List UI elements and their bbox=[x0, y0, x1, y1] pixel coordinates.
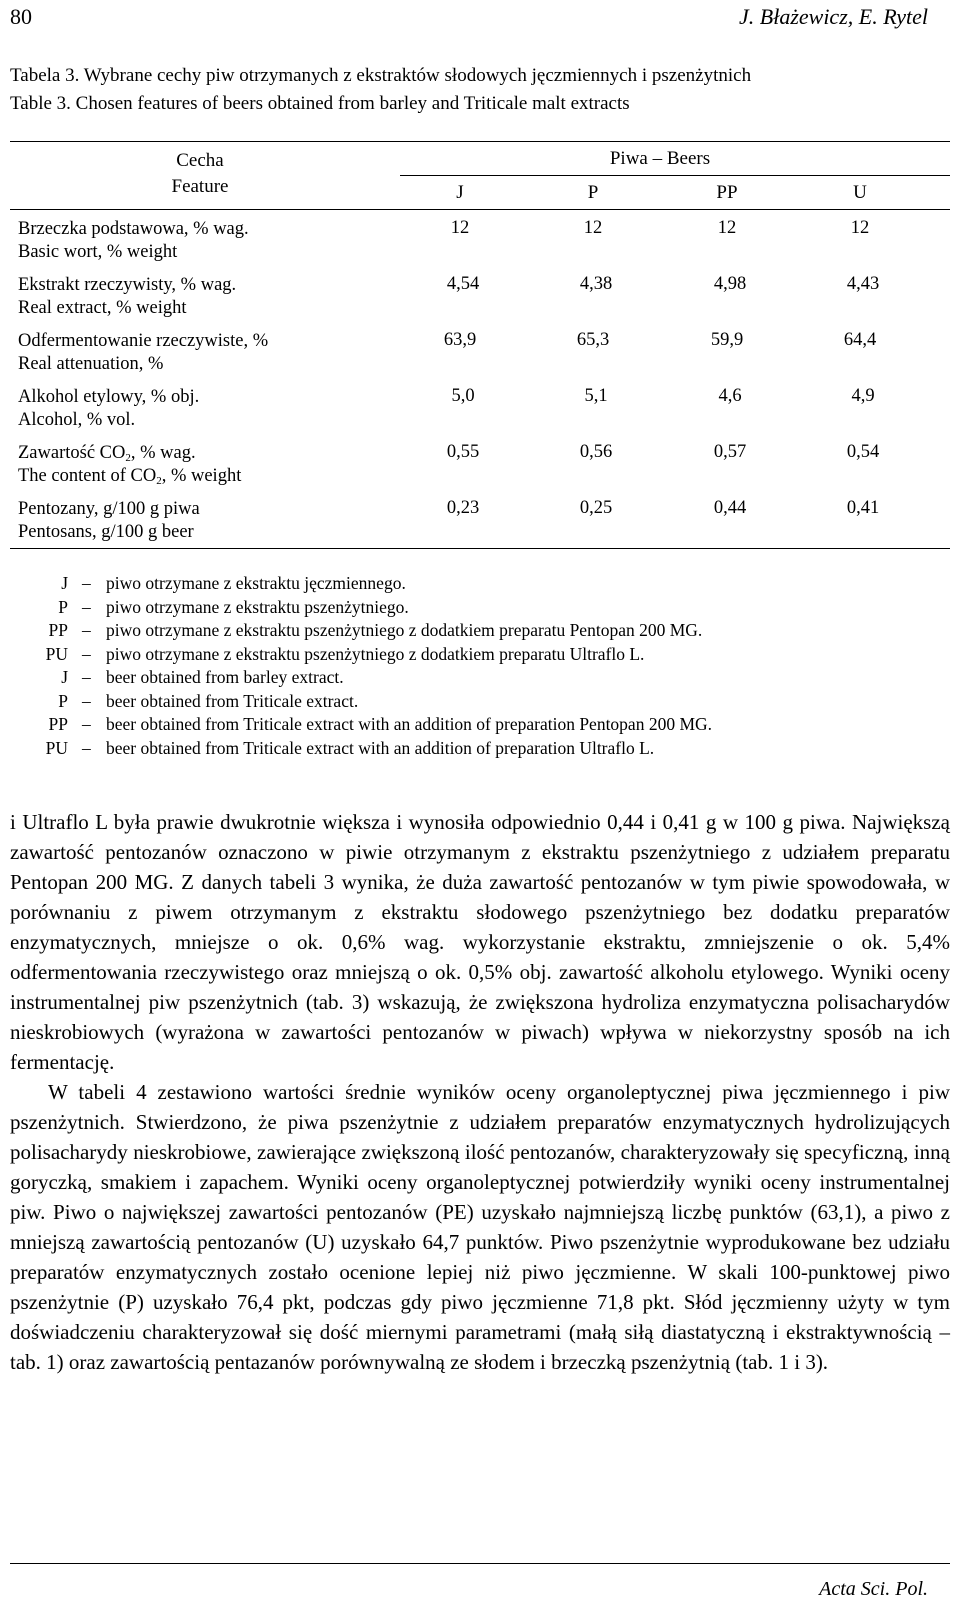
running-header-authors: J. Błażewicz, E. Rytel bbox=[739, 4, 928, 29]
row-label-en: Pentosans, g/100 g beer bbox=[18, 522, 194, 542]
table-cell: 65,3 bbox=[576, 330, 610, 350]
footer-journal: Acta Sci. Pol. bbox=[819, 1578, 928, 1600]
legend-item: PP – piwo otrzymane z ekstraktu pszenżytniego z dodatkiem preparatu Pentopan 200 MG. bbox=[48, 620, 703, 640]
row-label-pl: Pentozany, g/100 g piwa bbox=[18, 499, 200, 519]
group-header-rule bbox=[400, 175, 950, 176]
table-header-rule bbox=[10, 209, 950, 210]
table-row bbox=[18, 218, 249, 264]
table-cell: 0,44 bbox=[713, 498, 747, 518]
row-label-pl: Alkohol etylowy, % obj. bbox=[18, 387, 200, 407]
table-cell: 0,55 bbox=[446, 442, 480, 462]
table-cell: 0,25 bbox=[579, 498, 613, 518]
table-cell: 12 bbox=[717, 218, 737, 238]
table-cell: 5,1 bbox=[584, 386, 608, 406]
legend-item: PU – piwo otrzymane z ekstraktu pszenżytniego z dodatkiem preparatu Ultraflo L. bbox=[45, 643, 645, 664]
body-paragraph: W tabeli 4 zestawiono wartości średnie wyników oceny organoleptycznej piwa jęczmiennego i piw pszenżytnich. Stwierdzono, że piwa pszenżytnie z udziałem preparatów enzymatycznych hydrolizujących polisacharydy nieskrobiowe, zawierające zwiększoną ilość pentozanów, charakteryzowały się specyficzną, inną goryczką, smakiem i zapachem. Wyniki oceny organoleptycznej potwierdziły wyniki oceny instrumentalnej piw. Piwo o największej zawartości pentozanów (PE) uzyskało najmniejszą liczbę punktów (63,1), a piwo z mniejszą zawartością pentozanów (U) uzyskało 64,7 punktów. Piwo pszenżytnie wyprodukowane bez udziału preparatów enzymatycznych zostało ocenione lepiej niż piwo jęczmienne. W skali 100-punktowej piwo pszenżytnie (P) uzyskało 76,4 pkt, podczas gdy piwo jęczmienne 71,8 pkt. Słód jęczmienny użyty w tym doświadczeniu charakteryzował się dość miernymi parametrami (małą siłą diastatyczną i ekstraktywnością – tab. 1) oraz zawartością pentazanów porównywalną ze słodem i brzeczką pszenżytnią (tab. 1 i 3). bbox=[10, 1080, 950, 1374]
table-cell: 12 bbox=[450, 218, 470, 238]
row-label-pl: Zawartość $CO_2$, % wag. bbox=[18, 443, 196, 464]
table-top-rule bbox=[10, 141, 950, 142]
row-label-pl: Odfermentowanie rzeczywiste, % bbox=[18, 331, 269, 351]
row-label-en: Basic wort, % weight bbox=[18, 242, 178, 262]
row-label-en: The content of $CO_2$, % weight bbox=[18, 466, 242, 487]
legend-item: J – beer obtained from barley extract. bbox=[61, 667, 344, 687]
table-cell: 64,4 bbox=[843, 330, 877, 350]
column-header-j: J bbox=[456, 182, 464, 203]
table-cell: 0,56 bbox=[579, 442, 613, 462]
body-text bbox=[10, 807, 950, 1377]
legend-item: PU – beer obtained from Triticale extract with an addition of preparation Ultraflo L. bbox=[45, 737, 655, 758]
row-label-en: Alcohol, % vol. bbox=[18, 410, 136, 430]
body-paragraph: i Ultraflo L była prawie dwukrotnie większa i wynosiła odpowiednio 0,44 i 0,41 g w 100 g piwa. Największą zawartość pentozanów oznaczono w piwie otrzymanym z ekstraktu pszenżytniego z udziałem preparatu Pentopan 200 MG. Z danych tabeli 3 wynika, że duża zawartość pentozanów w tym piwie spowodowała, w porównaniu z piwem otrzymanym z ekstraktu słodowego pszenżytniego bez dodatku preparatów enzymatycznych, mniejsze o ok. 0,6% wag. wykorzystanie ekstraktu, zmniejszenie o ok. 5,4% odfermentowania rzeczywistego oraz mniejszą o ok. 0,5% obj. zawartość alkoholu etylowego. Wyniki oceny instrumentalnej piw pszenżytnich (tab. 3) wskazują, że zwiększona hydroliza enzymatyczna polisacharydów nieskrobiowych (wyrażona w zawartości pentozanów w piwach) wpływa w niekorzystny sposób na ich fermentację. bbox=[10, 810, 950, 1074]
feature-header-en: Feature bbox=[171, 176, 229, 197]
column-header-pp: PP bbox=[716, 182, 738, 203]
column-header-p: P bbox=[587, 182, 599, 203]
table-cell: 4,43 bbox=[846, 274, 880, 294]
table-cell: 4,54 bbox=[446, 274, 480, 294]
table-cell: 4,98 bbox=[713, 274, 747, 294]
table-cell: 0,57 bbox=[713, 442, 747, 462]
table-cell: 0,23 bbox=[446, 498, 480, 518]
table-row bbox=[18, 330, 268, 376]
table-caption-en: Table 3. Chosen features of beers obtained from barley and Triticale malt extracts bbox=[10, 93, 630, 114]
row-label-en: Real attenuation, % bbox=[18, 354, 164, 374]
feature-header-pl: Cecha bbox=[176, 150, 224, 171]
table-cell: 12 bbox=[850, 218, 870, 238]
table-cell: 12 bbox=[583, 218, 603, 238]
table-row bbox=[18, 498, 200, 544]
table-cell: 4,38 bbox=[579, 274, 613, 294]
table-cell: 5,0 bbox=[451, 386, 475, 406]
table-row bbox=[18, 386, 199, 432]
legend-item: P – piwo otrzymane z ekstraktu pszenżytniego. bbox=[58, 596, 409, 617]
table-row bbox=[18, 274, 236, 320]
page-number: 80 bbox=[10, 4, 32, 29]
table-row bbox=[18, 442, 241, 488]
table-cell: 4,6 bbox=[718, 386, 742, 406]
footer-rule bbox=[10, 1563, 950, 1564]
group-header: Piwa – Beers bbox=[609, 148, 711, 169]
table-cell: 4,9 bbox=[851, 386, 875, 406]
table-cell: 0,54 bbox=[846, 442, 880, 462]
row-label-pl: Brzeczka podstawowa, % wag. bbox=[18, 219, 249, 239]
table-cell: 59,9 bbox=[710, 330, 744, 350]
table-cell: 63,9 bbox=[443, 330, 477, 350]
row-label-en: Real extract, % weight bbox=[18, 298, 187, 318]
legend-item: J – piwo otrzymane z ekstraktu jęczmiennego. bbox=[61, 573, 406, 593]
table-bottom-rule bbox=[10, 548, 950, 549]
legend-item: PP – beer obtained from Triticale extract with an addition of preparation Pentopan 200 MG. bbox=[48, 714, 713, 734]
column-header-u: U bbox=[853, 182, 867, 203]
table-cell: 0,41 bbox=[846, 498, 880, 518]
row-label-pl: Ekstrakt rzeczywisty, % wag. bbox=[18, 275, 237, 295]
legend-item: P – beer obtained from Triticale extract. bbox=[58, 690, 359, 711]
table-caption-pl: Tabela 3. Wybrane cechy piw otrzymanych z ekstraktów słodowych jęczmiennych i pszenżytnich bbox=[10, 65, 752, 86]
table-legend bbox=[0, 572, 960, 762]
